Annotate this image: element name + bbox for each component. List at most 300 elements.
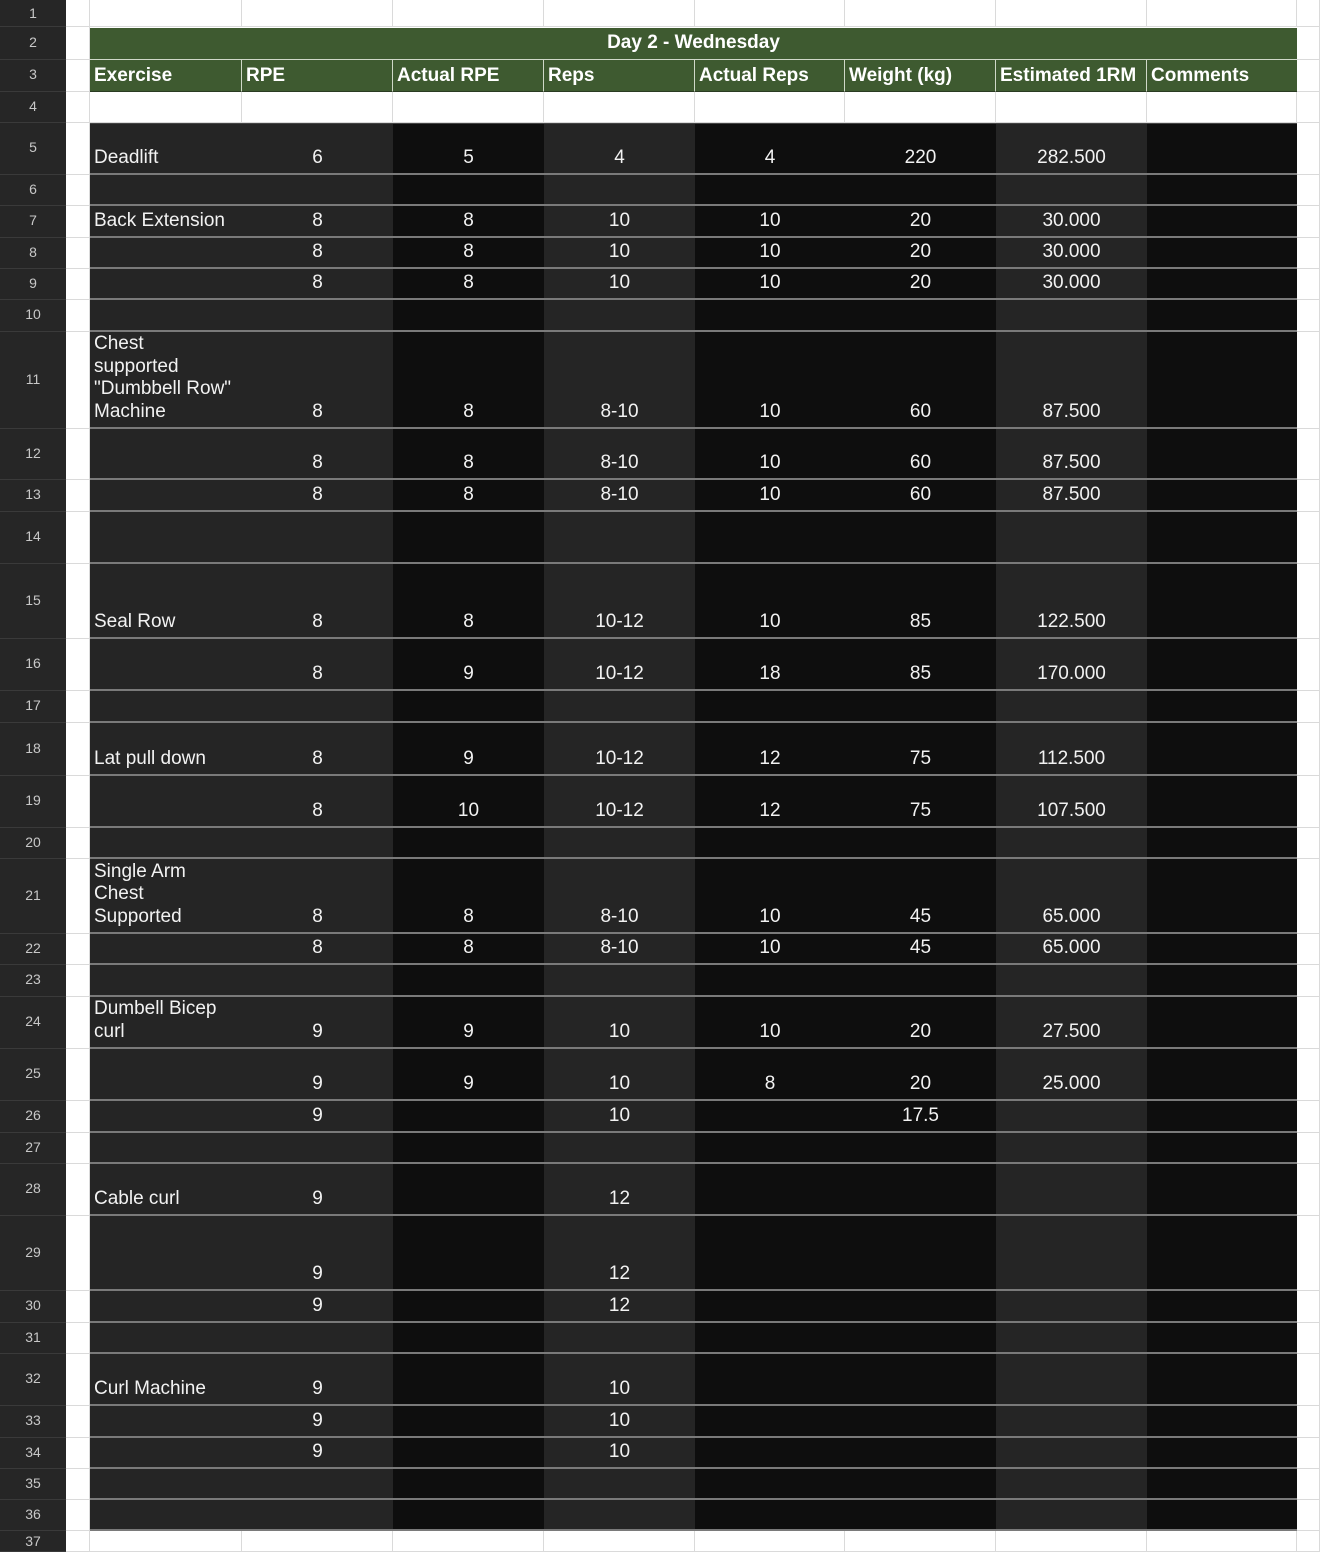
empty-cell[interactable] (242, 92, 393, 123)
cell-rpe[interactable] (242, 429, 393, 480)
cell-estimated-1rm[interactable] (996, 639, 1147, 691)
cell-comments[interactable] (1147, 1406, 1297, 1438)
empty-cell[interactable] (1297, 1133, 1320, 1164)
cell-exercise[interactable] (90, 828, 242, 859)
cell-exercise[interactable] (90, 1101, 242, 1133)
empty-cell[interactable] (242, 0, 393, 27)
cell-weight[interactable] (845, 512, 996, 564)
cell-estimated-1rm[interactable] (996, 1101, 1147, 1133)
row-header[interactable]: 36 (0, 1500, 66, 1531)
cell-comments[interactable] (1147, 1354, 1297, 1406)
cell-weight[interactable] (845, 1216, 996, 1291)
cell-weight[interactable] (845, 691, 996, 723)
cell-weight[interactable] (845, 175, 996, 206)
cell-actual-reps[interactable] (695, 776, 845, 828)
empty-cell[interactable] (845, 0, 996, 27)
cell-rpe[interactable] (242, 1406, 393, 1438)
cell-reps[interactable] (544, 1133, 695, 1164)
cell-actual-reps[interactable] (695, 429, 845, 480)
empty-cell[interactable] (1297, 269, 1320, 300)
cell-actual-reps[interactable] (695, 723, 845, 776)
empty-cell[interactable] (1297, 564, 1320, 639)
empty-cell[interactable] (1297, 92, 1320, 123)
cell-estimated-1rm[interactable] (996, 564, 1147, 639)
cell-weight[interactable] (845, 300, 996, 332)
cell-reps[interactable] (544, 1101, 695, 1133)
cell-weight[interactable] (845, 332, 996, 429)
cell-reps[interactable] (544, 564, 695, 639)
cell-weight[interactable] (845, 639, 996, 691)
cell-actual-rpe[interactable] (393, 123, 544, 175)
cell-comments[interactable] (1147, 332, 1297, 429)
empty-cell[interactable] (544, 92, 695, 123)
cell-actual-rpe[interactable] (393, 1101, 544, 1133)
cell-comments[interactable] (1147, 997, 1297, 1049)
cell-rpe[interactable] (242, 512, 393, 564)
empty-cell[interactable] (1297, 1500, 1320, 1531)
cell-estimated-1rm[interactable] (996, 1216, 1147, 1291)
empty-cell[interactable] (1297, 60, 1320, 92)
empty-cell[interactable] (90, 0, 242, 27)
cell-actual-reps[interactable] (695, 175, 845, 206)
cell-estimated-1rm[interactable] (996, 238, 1147, 269)
cell-weight[interactable] (845, 965, 996, 997)
cell-actual-reps[interactable] (695, 1216, 845, 1291)
cell-actual-reps[interactable] (695, 934, 845, 965)
row-header[interactable]: 31 (0, 1323, 66, 1354)
row-header[interactable]: 10 (0, 300, 66, 332)
cell-exercise[interactable] (90, 1406, 242, 1438)
cell-weight[interactable] (845, 1354, 996, 1406)
cell-exercise[interactable] (90, 206, 242, 238)
cell-actual-rpe[interactable] (393, 300, 544, 332)
cell-comments[interactable] (1147, 206, 1297, 238)
cell-rpe[interactable] (242, 828, 393, 859)
row-header[interactable]: 7 (0, 206, 66, 238)
cell-actual-reps[interactable] (695, 269, 845, 300)
cell-actual-reps[interactable] (695, 965, 845, 997)
cell-comments[interactable] (1147, 723, 1297, 776)
cell-actual-rpe[interactable] (393, 828, 544, 859)
cell-estimated-1rm[interactable] (996, 1049, 1147, 1101)
cell-reps[interactable] (544, 1049, 695, 1101)
column-header-estimated-1rm[interactable] (996, 60, 1147, 92)
empty-cell[interactable] (1297, 480, 1320, 512)
cell-reps[interactable] (544, 859, 695, 934)
empty-cell[interactable] (695, 0, 845, 27)
sheet-title[interactable] (90, 28, 1297, 60)
cell-actual-reps[interactable] (695, 480, 845, 512)
cell-exercise[interactable] (90, 1469, 242, 1500)
cell-actual-reps[interactable] (695, 332, 845, 429)
cell-weight[interactable] (845, 1406, 996, 1438)
row-header[interactable]: 11 (0, 332, 66, 429)
cell-rpe[interactable] (242, 965, 393, 997)
cell-weight[interactable] (845, 723, 996, 776)
cell-estimated-1rm[interactable] (996, 1323, 1147, 1354)
cell-actual-reps[interactable] (695, 639, 845, 691)
cell-rpe[interactable] (242, 1291, 393, 1323)
cell-actual-rpe[interactable] (393, 859, 544, 934)
empty-cell[interactable] (90, 92, 242, 123)
cell-weight[interactable] (845, 997, 996, 1049)
cell-reps[interactable] (544, 1164, 695, 1216)
cell-rpe[interactable] (242, 206, 393, 238)
cell-exercise[interactable] (90, 564, 242, 639)
cell-weight[interactable] (845, 1101, 996, 1133)
cell-actual-rpe[interactable] (393, 480, 544, 512)
cell-reps[interactable] (544, 639, 695, 691)
cell-reps[interactable] (544, 934, 695, 965)
cell-actual-rpe[interactable] (393, 1133, 544, 1164)
cell-rpe[interactable] (242, 1469, 393, 1500)
empty-cell[interactable] (1297, 0, 1320, 27)
row-header[interactable]: 33 (0, 1406, 66, 1438)
row-header[interactable]: 17 (0, 691, 66, 723)
cell-actual-reps[interactable] (695, 1133, 845, 1164)
empty-cell[interactable] (1297, 997, 1320, 1049)
cell-rpe[interactable] (242, 1133, 393, 1164)
cell-actual-rpe[interactable] (393, 1438, 544, 1469)
cell-actual-rpe[interactable] (393, 175, 544, 206)
cell-estimated-1rm[interactable] (996, 723, 1147, 776)
cell-comments[interactable] (1147, 1049, 1297, 1101)
cell-reps[interactable] (544, 332, 695, 429)
empty-cell[interactable] (1297, 238, 1320, 269)
cell-weight[interactable] (845, 1500, 996, 1531)
row-header[interactable]: 37 (0, 1531, 66, 1552)
empty-cell[interactable] (393, 1531, 544, 1552)
cell-exercise[interactable] (90, 1133, 242, 1164)
cell-actual-reps[interactable] (695, 300, 845, 332)
empty-cell[interactable] (1297, 859, 1320, 934)
empty-cell[interactable] (1297, 1323, 1320, 1354)
cell-actual-rpe[interactable] (393, 564, 544, 639)
cell-comments[interactable] (1147, 965, 1297, 997)
cell-weight[interactable] (845, 1164, 996, 1216)
cell-comments[interactable] (1147, 175, 1297, 206)
cell-actual-rpe[interactable] (393, 1469, 544, 1500)
cell-reps[interactable] (544, 1469, 695, 1500)
cell-estimated-1rm[interactable] (996, 1133, 1147, 1164)
empty-cell[interactable] (1297, 332, 1320, 429)
empty-cell[interactable] (1297, 1291, 1320, 1323)
cell-actual-rpe[interactable] (393, 639, 544, 691)
cell-rpe[interactable] (242, 1164, 393, 1216)
cell-comments[interactable] (1147, 776, 1297, 828)
row-header[interactable]: 23 (0, 965, 66, 997)
cell-rpe[interactable] (242, 934, 393, 965)
empty-cell[interactable] (1297, 123, 1320, 175)
cell-exercise[interactable] (90, 934, 242, 965)
cell-comments[interactable] (1147, 1101, 1297, 1133)
cell-weight[interactable] (845, 934, 996, 965)
empty-cell[interactable] (845, 1531, 996, 1552)
empty-cell[interactable] (1297, 965, 1320, 997)
cell-comments[interactable] (1147, 564, 1297, 639)
cell-comments[interactable] (1147, 1164, 1297, 1216)
row-header[interactable]: 21 (0, 859, 66, 934)
row-header[interactable]: 28 (0, 1164, 66, 1216)
cell-comments[interactable] (1147, 1469, 1297, 1500)
cell-rpe[interactable] (242, 1354, 393, 1406)
cell-rpe[interactable] (242, 1438, 393, 1469)
empty-cell[interactable] (393, 0, 544, 27)
empty-cell[interactable] (1147, 0, 1297, 27)
cell-exercise[interactable] (90, 238, 242, 269)
cell-estimated-1rm[interactable] (996, 997, 1147, 1049)
empty-cell[interactable] (1297, 723, 1320, 776)
row-header[interactable]: 32 (0, 1354, 66, 1406)
cell-actual-reps[interactable] (695, 564, 845, 639)
cell-comments[interactable] (1147, 300, 1297, 332)
empty-cell[interactable] (1297, 1469, 1320, 1500)
row-header[interactable]: 16 (0, 639, 66, 691)
cell-rpe[interactable] (242, 1216, 393, 1291)
cell-comments[interactable] (1147, 1216, 1297, 1291)
cell-estimated-1rm[interactable] (996, 429, 1147, 480)
cell-estimated-1rm[interactable] (996, 965, 1147, 997)
cell-exercise[interactable] (90, 691, 242, 723)
cell-rpe[interactable] (242, 480, 393, 512)
row-header[interactable]: 12 (0, 429, 66, 480)
cell-weight[interactable] (845, 206, 996, 238)
cell-exercise[interactable] (90, 123, 242, 175)
empty-cell[interactable] (1297, 776, 1320, 828)
cell-estimated-1rm[interactable] (996, 1438, 1147, 1469)
cell-exercise[interactable] (90, 723, 242, 776)
cell-weight[interactable] (845, 1133, 996, 1164)
cell-exercise[interactable] (90, 1354, 242, 1406)
empty-cell[interactable] (695, 92, 845, 123)
row-header[interactable]: 5 (0, 123, 66, 175)
cell-actual-rpe[interactable] (393, 997, 544, 1049)
cell-actual-reps[interactable] (695, 1164, 845, 1216)
cell-comments[interactable] (1147, 429, 1297, 480)
row-header[interactable]: 34 (0, 1438, 66, 1469)
empty-cell[interactable] (1147, 92, 1297, 123)
cell-actual-rpe[interactable] (393, 934, 544, 965)
cell-actual-reps[interactable] (695, 123, 845, 175)
row-header[interactable]: 19 (0, 776, 66, 828)
cell-rpe[interactable] (242, 691, 393, 723)
cell-actual-reps[interactable] (695, 1354, 845, 1406)
cell-estimated-1rm[interactable] (996, 123, 1147, 175)
row-header[interactable]: 4 (0, 92, 66, 123)
row-header[interactable]: 13 (0, 480, 66, 512)
cell-weight[interactable] (845, 429, 996, 480)
cell-exercise[interactable] (90, 1164, 242, 1216)
cell-rpe[interactable] (242, 723, 393, 776)
cell-estimated-1rm[interactable] (996, 776, 1147, 828)
cell-weight[interactable] (845, 238, 996, 269)
cell-comments[interactable] (1147, 934, 1297, 965)
empty-cell[interactable] (1297, 206, 1320, 238)
cell-exercise[interactable] (90, 859, 242, 934)
cell-estimated-1rm[interactable] (996, 175, 1147, 206)
cell-actual-reps[interactable] (695, 1049, 845, 1101)
empty-cell[interactable] (544, 1531, 695, 1552)
cell-reps[interactable] (544, 480, 695, 512)
cell-actual-reps[interactable] (695, 1406, 845, 1438)
cell-exercise[interactable] (90, 639, 242, 691)
empty-cell[interactable] (1297, 1406, 1320, 1438)
row-header[interactable]: 18 (0, 723, 66, 776)
empty-cell[interactable] (1297, 27, 1320, 60)
cell-reps[interactable] (544, 1291, 695, 1323)
cell-exercise[interactable] (90, 429, 242, 480)
cell-weight[interactable] (845, 859, 996, 934)
cell-actual-reps[interactable] (695, 1101, 845, 1133)
cell-exercise[interactable] (90, 965, 242, 997)
row-header[interactable]: 20 (0, 828, 66, 859)
cell-estimated-1rm[interactable] (996, 512, 1147, 564)
cell-actual-rpe[interactable] (393, 206, 544, 238)
cell-comments[interactable] (1147, 1323, 1297, 1354)
empty-cell[interactable] (996, 0, 1147, 27)
column-header-comments[interactable] (1147, 60, 1297, 92)
column-header-rpe[interactable] (242, 60, 393, 92)
cell-estimated-1rm[interactable] (996, 1500, 1147, 1531)
cell-weight[interactable] (845, 828, 996, 859)
row-header[interactable]: 35 (0, 1469, 66, 1500)
cell-estimated-1rm[interactable] (996, 934, 1147, 965)
cell-weight[interactable] (845, 480, 996, 512)
cell-actual-rpe[interactable] (393, 1323, 544, 1354)
empty-cell[interactable] (1297, 429, 1320, 480)
cell-reps[interactable] (544, 123, 695, 175)
cell-reps[interactable] (544, 776, 695, 828)
column-header-exercise[interactable] (90, 60, 242, 92)
cell-rpe[interactable] (242, 1049, 393, 1101)
cell-exercise[interactable] (90, 300, 242, 332)
cell-actual-reps[interactable] (695, 1438, 845, 1469)
cell-exercise[interactable] (90, 1500, 242, 1531)
cell-estimated-1rm[interactable] (996, 1354, 1147, 1406)
cell-estimated-1rm[interactable] (996, 1291, 1147, 1323)
row-header[interactable]: 9 (0, 269, 66, 300)
cell-estimated-1rm[interactable] (996, 828, 1147, 859)
cell-estimated-1rm[interactable] (996, 859, 1147, 934)
row-header[interactable]: 1 (0, 0, 66, 27)
empty-cell[interactable] (1297, 1438, 1320, 1469)
empty-cell[interactable] (1297, 691, 1320, 723)
empty-cell[interactable] (1297, 1354, 1320, 1406)
cell-rpe[interactable] (242, 859, 393, 934)
empty-cell[interactable] (242, 1531, 393, 1552)
cell-reps[interactable] (544, 206, 695, 238)
cell-actual-reps[interactable] (695, 1323, 845, 1354)
row-header[interactable]: 25 (0, 1049, 66, 1101)
cell-exercise[interactable] (90, 1049, 242, 1101)
cell-actual-reps[interactable] (695, 1469, 845, 1500)
empty-cell[interactable] (1297, 1101, 1320, 1133)
cell-weight[interactable] (845, 1049, 996, 1101)
empty-cell[interactable] (1297, 300, 1320, 332)
cell-reps[interactable] (544, 965, 695, 997)
cell-estimated-1rm[interactable] (996, 1406, 1147, 1438)
cell-comments[interactable] (1147, 1133, 1297, 1164)
cell-actual-rpe[interactable] (393, 429, 544, 480)
cell-rpe[interactable] (242, 1323, 393, 1354)
row-header[interactable]: 22 (0, 934, 66, 965)
empty-cell[interactable] (393, 92, 544, 123)
cell-comments[interactable] (1147, 480, 1297, 512)
column-header-weight[interactable] (845, 60, 996, 92)
cell-rpe[interactable] (242, 1101, 393, 1133)
empty-cell[interactable] (1297, 1216, 1320, 1291)
cell-comments[interactable] (1147, 512, 1297, 564)
cell-actual-reps[interactable] (695, 859, 845, 934)
cell-rpe[interactable] (242, 776, 393, 828)
cell-weight[interactable] (845, 776, 996, 828)
cell-actual-rpe[interactable] (393, 691, 544, 723)
empty-cell[interactable] (1297, 639, 1320, 691)
empty-cell[interactable] (1147, 1531, 1297, 1552)
cell-estimated-1rm[interactable] (996, 1469, 1147, 1500)
empty-cell[interactable] (1297, 934, 1320, 965)
cell-reps[interactable] (544, 1438, 695, 1469)
cell-estimated-1rm[interactable] (996, 269, 1147, 300)
cell-rpe[interactable] (242, 238, 393, 269)
cell-rpe[interactable] (242, 269, 393, 300)
row-header[interactable]: 15 (0, 564, 66, 639)
row-header[interactable]: 14 (0, 512, 66, 564)
cell-actual-reps[interactable] (695, 512, 845, 564)
cell-rpe[interactable] (242, 300, 393, 332)
cell-reps[interactable] (544, 269, 695, 300)
cell-estimated-1rm[interactable] (996, 691, 1147, 723)
cell-actual-reps[interactable] (695, 1500, 845, 1531)
cell-estimated-1rm[interactable] (996, 332, 1147, 429)
column-header-actual-reps[interactable] (695, 60, 845, 92)
cell-exercise[interactable] (90, 175, 242, 206)
cell-actual-reps[interactable] (695, 238, 845, 269)
cell-actual-rpe[interactable] (393, 776, 544, 828)
cell-exercise[interactable] (90, 1291, 242, 1323)
cell-reps[interactable] (544, 429, 695, 480)
cell-comments[interactable] (1147, 1291, 1297, 1323)
cell-actual-rpe[interactable] (393, 238, 544, 269)
cell-comments[interactable] (1147, 828, 1297, 859)
cell-rpe[interactable] (242, 175, 393, 206)
cell-exercise[interactable] (90, 776, 242, 828)
empty-cell[interactable] (1297, 828, 1320, 859)
empty-cell[interactable] (996, 92, 1147, 123)
cell-actual-rpe[interactable] (393, 1500, 544, 1531)
cell-actual-reps[interactable] (695, 997, 845, 1049)
cell-reps[interactable] (544, 1216, 695, 1291)
cell-weight[interactable] (845, 564, 996, 639)
empty-cell[interactable] (996, 1531, 1147, 1552)
cell-comments[interactable] (1147, 859, 1297, 934)
cell-estimated-1rm[interactable] (996, 1164, 1147, 1216)
cell-comments[interactable] (1147, 123, 1297, 175)
row-header[interactable]: 6 (0, 175, 66, 206)
cell-actual-rpe[interactable] (393, 1291, 544, 1323)
row-header[interactable]: 8 (0, 238, 66, 269)
column-header-actual-rpe[interactable] (393, 60, 544, 92)
cell-actual-rpe[interactable] (393, 1049, 544, 1101)
cell-rpe[interactable] (242, 639, 393, 691)
empty-cell[interactable] (1297, 175, 1320, 206)
cell-reps[interactable] (544, 1406, 695, 1438)
cell-reps[interactable] (544, 723, 695, 776)
cell-actual-rpe[interactable] (393, 332, 544, 429)
cell-comments[interactable] (1147, 1500, 1297, 1531)
cell-exercise[interactable] (90, 480, 242, 512)
cell-actual-rpe[interactable] (393, 1406, 544, 1438)
